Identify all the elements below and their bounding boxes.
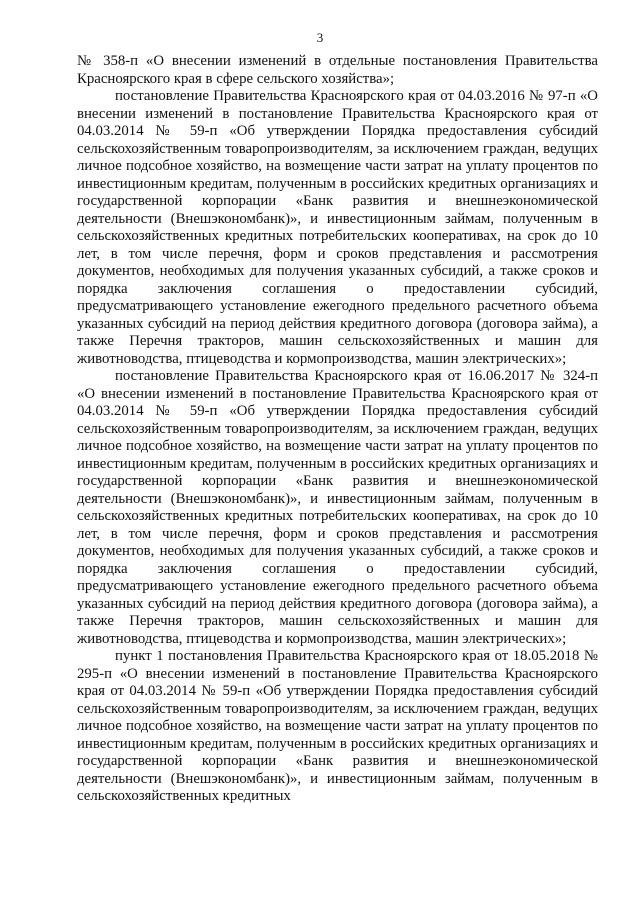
paragraph-continuation: № 358-п «О внесении изменений в отдельные постановления Правительства Красноярского края в сфере сельского хозяйства»; bbox=[77, 53, 598, 87]
paragraph-resolution-97p: постановление Правительства Красноярского края от 04.03.2016 № 97-п «О внесении изменений в постановление Правительства Красноярского края от 04.03.2014 № 59-п «Об утверждении Порядка предоставления субсидий сельскохозяйственным товаропроизводителям, за исключением граждан, ведущих личное подсобное хозяйство, на возмещение части затрат на уплату процентов по инвестиционным кредитам, полученным в российских кредитных организациях и государственной корпорации «Банк развития и внешнеэкономической деятельности (Внешэкономбанк)», и инвестиционным займам, полученным в сельскохозяйственных кредитных потребительских кооперативах, на срок до 10 лет, в том числе перечня, форм и сроков представления и рассмотрения документов, необходимых для получения указанных субсидий, а также сроков и порядка заключения соглашения о предоставлении субсидий, предусматривающего установление ежегодного предельного расчетного объема указанных субсидий на период действия кредитного договора (договора займа), а также Перечня тракторов, машин сельскохозяйственных и машин для животноводства, птицеводства и кормопроизводства, машин электрических»; bbox=[77, 88, 598, 367]
page-number: 3 bbox=[316, 30, 324, 45]
paragraph-item-1-295p: пункт 1 постановления Правительства Красноярского края от 18.05.2018 № 295-п «О внесении изменений в постановление Правительства Красноярского края от 04.03.2014 № 59-п «Об утверждении Порядка предоставления субсидий сельскохозяйственным товаропроизводителям, за исключением граждан, ведущих личное подсобное хозяйство, на возмещение части затрат на уплату процентов по инвестиционным кредитам, полученным в российских кредитных организациях и государственной корпорации «Банк развития и внешнеэкономической деятельности (Внешэкономбанк)», и инвестиционным займам, полученным в сельскохозяйственных кредитных bbox=[77, 648, 598, 804]
paragraph-resolution-324p: постановление Правительства Красноярского края от 16.06.2017 № 324-п «О внесении изменений в постановление Правительства Красноярского края от 04.03.2014 № 59-п «Об утверждении Порядка предоставления субсидий сельскохозяйственным товаропроизводителям, за исключением граждан, ведущих личное подсобное хозяйство, на возмещение части затрат на уплату процентов по инвестиционным кредитам, полученным в российских кредитных организациях и государственной корпорации «Банк развития и внешнеэкономической деятельности (Внешэкономбанк)», и инвестиционным займам, полученным в сельскохозяйственных кредитных потребительских кооперативах, на срок до 10 лет, в том числе перечня, форм и сроков представления и рассмотрения документов, необходимых для получения указанных субсидий, а также сроков и порядка заключения соглашения о предоставлении субсидий, предусматривающего установление ежегодного предельного расчетного объема указанных субсидий на период действия кредитного договора (договора займа), а также Перечня тракторов, машин сельскохозяйственных и машин для животноводства, птицеводства и кормопроизводства, машин электрических»; bbox=[77, 368, 598, 647]
document-body bbox=[77, 53, 598, 806]
